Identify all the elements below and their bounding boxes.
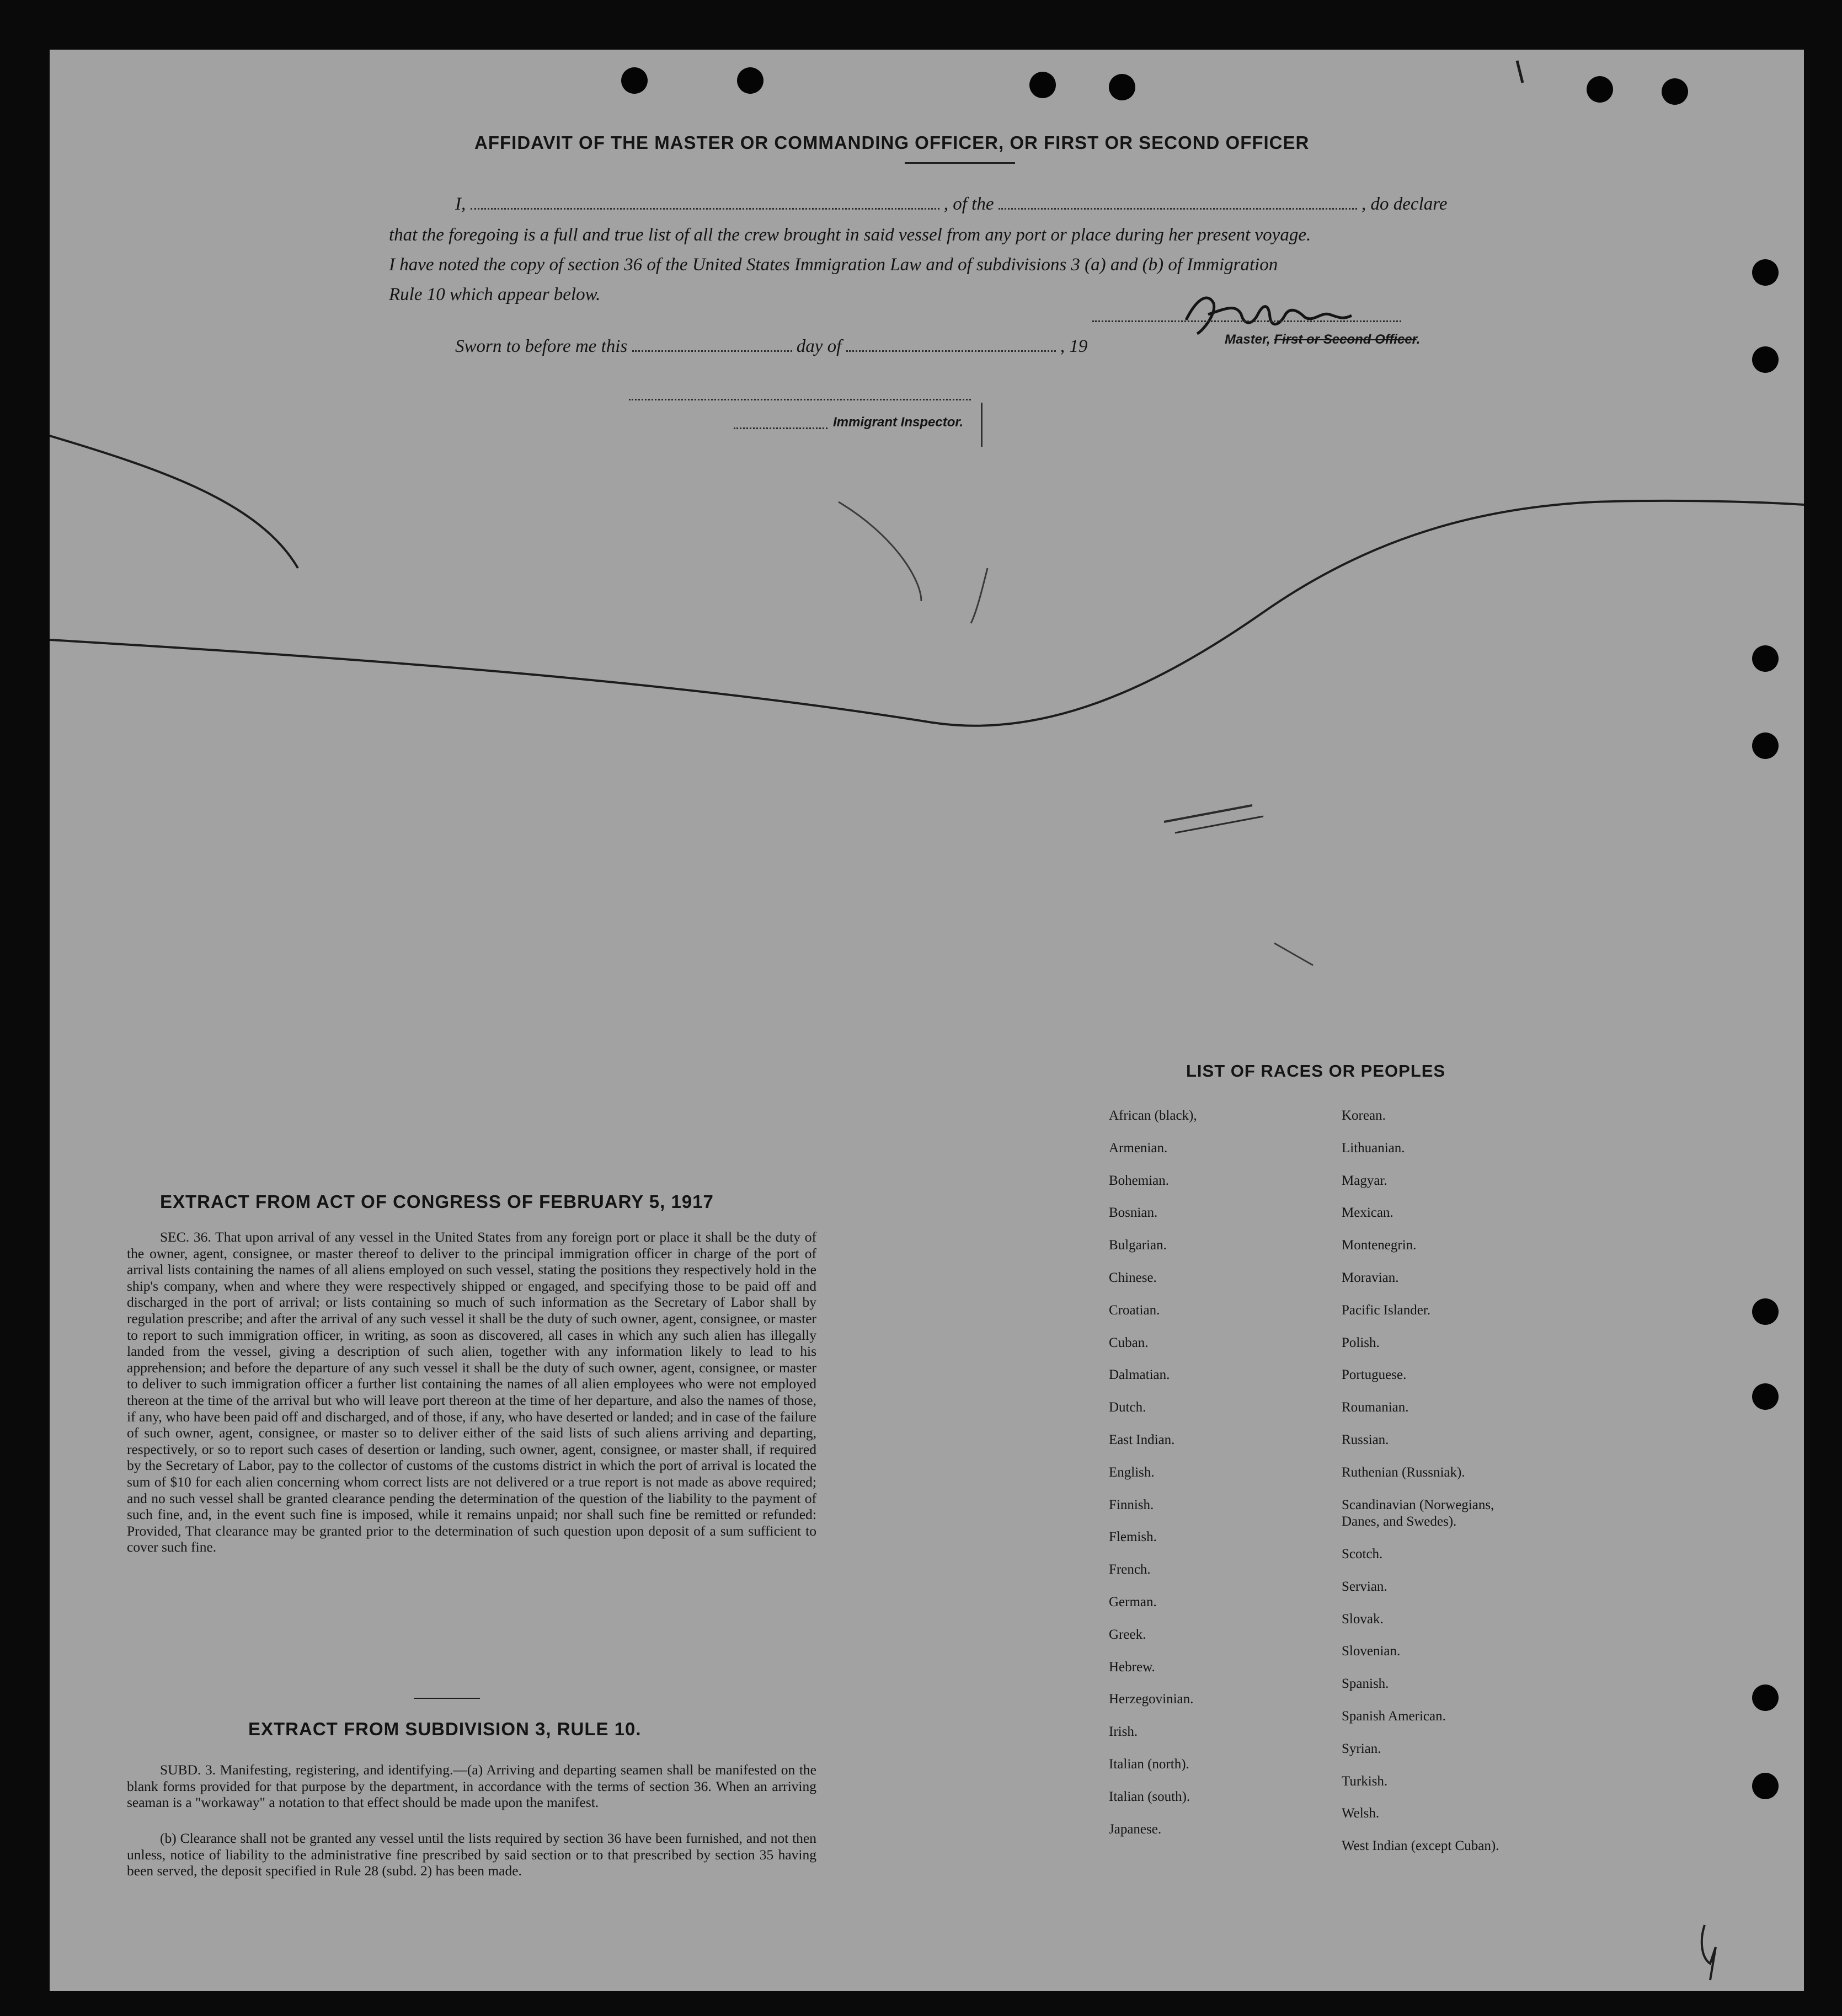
punch-hole — [1029, 72, 1056, 98]
race-item: Bohemian. — [1109, 1173, 1170, 1188]
race-item: Montenegrin. — [1342, 1238, 1417, 1253]
race-item: Dalmatian. — [1109, 1367, 1170, 1383]
race-item: Polish. — [1342, 1335, 1380, 1350]
races-heading: LIST OF RACES OR PEOPLES — [1186, 1061, 1446, 1081]
rule-extract-text-a: SUBD. 3. Manifesting, registering, and identifying.—(a) Arriving and departing seamen shall be manifested on the blank forms provided for that purpose by the department, in accordance with the terms of section 36. When an arriving seaman is a "workaway" a notation to that effect should be made upon the manifest. — [127, 1762, 816, 1811]
inspector-signature-field-2[interactable] — [734, 427, 827, 429]
punch-hole — [1752, 1773, 1779, 1799]
race-item: Herzegovinian. — [1109, 1692, 1194, 1707]
race-item: Turkish. — [1342, 1773, 1388, 1789]
punch-hole — [1752, 732, 1779, 759]
race-item: Spanish. — [1342, 1676, 1389, 1692]
inspector-label: Immigrant Inspector. — [833, 415, 964, 430]
race-item: Pacific Islander. — [1342, 1302, 1431, 1318]
race-item: Croatian. — [1109, 1302, 1160, 1318]
race-item: Mexican. — [1342, 1205, 1393, 1221]
punch-hole — [1587, 76, 1613, 103]
punch-hole — [1752, 346, 1779, 373]
race-item: East Indian. — [1109, 1432, 1175, 1447]
affidavit-heading-rule — [905, 162, 1015, 164]
race-item: Hebrew. — [1109, 1659, 1155, 1675]
punch-hole — [1752, 645, 1779, 672]
affidavit-text-line-3: I have noted the copy of section 36 of the United States Immigration Law and of subdivisions 3 (a) and (b) of Immigration — [389, 255, 1278, 275]
master-name-field[interactable] — [471, 207, 939, 210]
race-item: Roumanian. — [1342, 1400, 1409, 1415]
sworn-day-field[interactable] — [632, 350, 792, 352]
race-item: Servian. — [1342, 1579, 1387, 1594]
race-item: Greek. — [1109, 1627, 1146, 1642]
race-item: Scandinavian (Norwegians, — [1342, 1497, 1494, 1512]
punch-hole — [737, 67, 764, 94]
race-item: Italian (north). — [1109, 1757, 1189, 1772]
race-item: African (black), — [1109, 1108, 1197, 1123]
punch-hole — [1752, 1383, 1779, 1410]
rule-extract-divider — [414, 1698, 480, 1699]
race-item: Flemish. — [1109, 1530, 1157, 1545]
punch-hole — [1109, 74, 1135, 100]
race-item: Spanish American. — [1342, 1708, 1446, 1724]
race-item: Danes, and Swedes). — [1342, 1514, 1457, 1530]
race-item: French. — [1109, 1562, 1151, 1577]
rule-extract-heading: EXTRACT FROM SUBDIVISION 3, RULE 10. — [248, 1719, 642, 1739]
race-item: English. — [1109, 1464, 1155, 1480]
race-item: Slovak. — [1342, 1611, 1384, 1627]
race-item: Magyar. — [1342, 1173, 1387, 1188]
act-extract-text: SEC. 36. That upon arrival of any vessel in the United States from any foreign port or place it shall be the duty of the owner, agent, consignee, or master thereof to deliver to the principal immigration officer in charge of the port of arrival lists containing the names of all aliens employed on such vessel, stating the positions they respectively hold in the ship's company, when and where they were respectively shipped or engaged, and specifying those to be paid off and discharged in the port of arrival; or lists containing so much of such information as the Secretary of Labor shall by regulation prescribe; and after the arrival of any such vessel it shall be the duty of such owner, agent, consignee, or master to report to such immigration officer, in writing, as soon as discovered, all cases in which any such alien has illegally landed from the vessel, giving a description of such alien, together with any information likely to lead to his apprehension; and before the departure of any such vessel it shall be the duty of such owner, agent, consignee, or master to deliver to such immigration officer a further list containing the names of all alien employees who were not employed thereon at the time of the arrival but who will leave port thereon at the time of her departure, and also the names of those, if any, who have been paid off and discharged, and of those, if any, who have deserted or landed; and in case of the failure of such owner, agent, consignee, or master so to deliver either of the said lists of such aliens arriving and departing, respectively, or so to report such cases of desertion or landing, such owner, agent, consignee, or master shall, if required by the Secretary of Labor, pay to the collector of customs of the customs district in which the port of arrival is located the sum of $10 for each alien concerning whom correct lists are not delivered or a true report is not made as above required; and no such vessel shall be granted clearance pending the determination of the question of the liability to the payment of such fine, and, in the event such fine is imposed, while it remains unpaid; nor shall such fine be remitted or refunded: Provided, That clearance may be granted prior to the determination of such question upon deposit of a sum sufficient to cover such fine. — [127, 1229, 816, 1555]
race-item: Lithuanian. — [1342, 1140, 1405, 1156]
punch-hole — [1752, 1685, 1779, 1711]
race-item: Bulgarian. — [1109, 1238, 1167, 1253]
race-item: Ruthenian (Russniak). — [1342, 1464, 1465, 1480]
sworn-line — [455, 336, 1087, 357]
race-item: Chinese. — [1109, 1270, 1157, 1285]
race-item: Finnish. — [1109, 1497, 1154, 1512]
act-extract-heading: EXTRACT FROM ACT OF CONGRESS OF FEBRUARY 5, 1917 — [160, 1191, 714, 1212]
rule-extract-text-b: (b) Clearance shall not be granted any vessel until the lists required by section 36 have been furnished, and not then unless, notice of liability to the administrative fine prescribed by said section or to that prescribed by section 35 having been served, the deposit specified in Rule 28 (subd. 2) has been made. — [127, 1830, 816, 1879]
race-item: Japanese. — [1109, 1821, 1162, 1837]
race-item: Portuguese. — [1342, 1367, 1407, 1383]
document-sheet — [50, 50, 1804, 1991]
race-item: Korean. — [1342, 1108, 1386, 1123]
sworn-label: Sworn to before me this — [455, 336, 628, 356]
inspector-signature-field[interactable] — [629, 398, 971, 400]
race-item: Irish. — [1109, 1724, 1138, 1740]
race-item: Russian. — [1342, 1432, 1389, 1447]
race-item: Syrian. — [1342, 1741, 1381, 1756]
affidavit-declare-label: , do declare — [1361, 194, 1448, 214]
race-item: West Indian (except Cuban). — [1342, 1838, 1499, 1854]
race-item: Slovenian. — [1342, 1644, 1401, 1659]
sworn-month-field[interactable] — [846, 350, 1056, 352]
race-item: Dutch. — [1109, 1400, 1146, 1415]
race-item: Armenian. — [1109, 1140, 1168, 1156]
race-item: Welsh. — [1342, 1806, 1380, 1821]
race-item: Bosnian. — [1109, 1205, 1158, 1221]
affidavit-declaration-line — [455, 194, 1447, 215]
race-item: Cuban. — [1109, 1335, 1149, 1350]
race-item: Moravian. — [1342, 1270, 1399, 1285]
affidavit-heading: AFFIDAVIT OF THE MASTER OR COMMANDING OFFICER, OR FIRST OR SECOND OFFICER — [474, 132, 1310, 153]
punch-hole — [1752, 259, 1779, 286]
affidavit-of-the-label: , of the — [943, 194, 994, 214]
race-item: Scotch. — [1342, 1546, 1383, 1562]
affidavit-text-line-2: that the foregoing is a full and true list of all the crew brought in said vessel from any port or place during her present voyage. — [389, 225, 1311, 245]
signature-role-label: Master, First or Second Officer. — [1225, 332, 1421, 347]
affidavit-i-label: I, — [455, 194, 466, 214]
inspector-bracket — [981, 403, 983, 447]
race-item: Italian (south). — [1109, 1789, 1190, 1804]
punch-hole — [1752, 1298, 1779, 1325]
vessel-name-field[interactable] — [999, 207, 1357, 210]
struck-officer-text: First or Second Officer — [1274, 332, 1417, 347]
sworn-day-of-label: day of — [796, 336, 842, 356]
race-item: German. — [1109, 1595, 1157, 1609]
affidavit-text-line-4: Rule 10 which appear below. — [389, 285, 601, 304]
punch-hole — [621, 67, 648, 94]
signature-field[interactable] — [1092, 320, 1401, 322]
sworn-year-label: , 19 — [1060, 336, 1088, 356]
punch-hole — [1662, 78, 1688, 105]
